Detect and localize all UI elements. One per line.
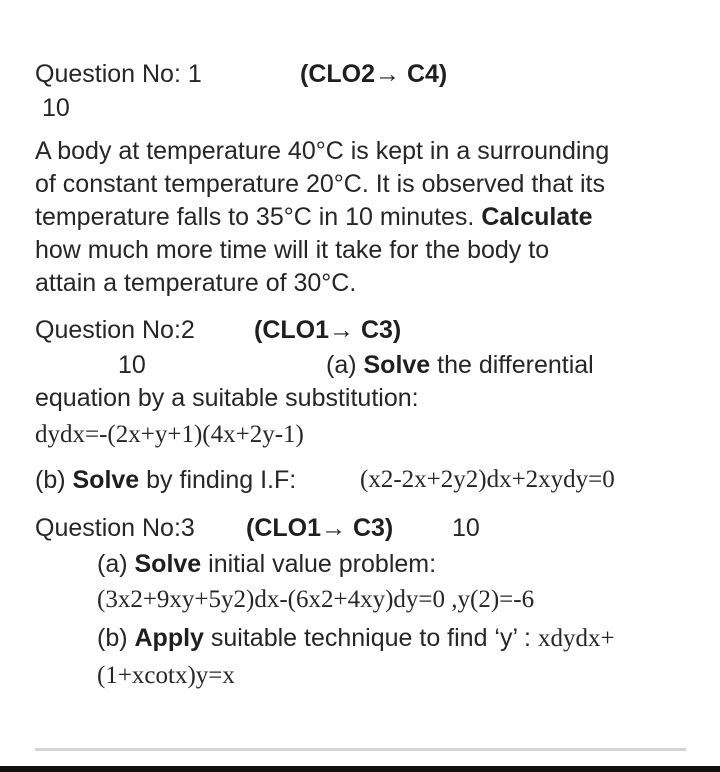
q2-part-a — [326, 349, 594, 381]
q2-part-b-prefix: (b) — [35, 466, 73, 494]
q2-part-a-rest: the differential — [430, 351, 594, 379]
q1-marks: 10 — [42, 94, 70, 122]
q1-body-line-2: of constant temperature 20°C. It is observed that its — [35, 170, 606, 198]
q3-part-a — [97, 548, 436, 580]
q2-marks: 10 — [118, 351, 146, 379]
q1-body-line-1: A body at temperature 40°C is kept in a surrounding — [35, 137, 610, 165]
q2-part-b — [35, 464, 296, 496]
q2-part-a-equation: dydx=-(2x+y+1)(4x+2y-1) — [35, 421, 304, 448]
q1-calculate-keyword: Calculate — [481, 203, 593, 231]
q1-clo: (CLO2→ C4) — [300, 60, 448, 88]
q3-marks: 10 — [452, 514, 480, 542]
q1-body-line-3 — [35, 201, 593, 233]
q3-part-a-prefix: (a) — [97, 550, 135, 578]
q2-part-a-line-2: equation by a suitable substitution: — [35, 384, 419, 412]
q3-part-a-rest: initial value problem: — [201, 550, 437, 578]
q3-part-b-rest: suitable technique to find ‘y’ : — [203, 624, 538, 652]
q3-part-b-equation-start: xdydx+ — [537, 625, 615, 652]
q3-clo: (CLO1→ C3) — [246, 514, 394, 542]
q1-body-line-5: attain a temperature of 30°C. — [35, 269, 357, 297]
q1-heading-label: Question No: 1 — [35, 60, 202, 88]
q1-body-line-4: how much more time will it take for the body to — [35, 236, 550, 264]
q3-part-b-prefix: (b) — [97, 624, 135, 652]
q1-body-line-3-text: temperature falls to 35°C in 10 minutes. — [35, 203, 482, 231]
q2-part-b-rest: by finding I.F: — [139, 466, 297, 494]
q3-heading: Question No:3 — [35, 514, 195, 542]
q1-heading — [35, 58, 202, 90]
q2-heading: Question No:2 — [35, 316, 195, 344]
q2-part-b-equation: (x2-2x+2y2)dx+2xydy=0 — [360, 466, 615, 493]
q2-clo: (CLO1→ C3) — [254, 316, 402, 344]
q3-part-b-apply-keyword: Apply — [134, 624, 204, 652]
q2-part-a-solve-keyword: Solve — [363, 351, 431, 379]
q3-part-a-equation: (3x2+9xy+5y2)dx-(6x2+4xy)dy=0 ,y(2)=-6 — [97, 586, 535, 613]
q3-part-a-solve-keyword: Solve — [134, 550, 202, 578]
q2-part-a-prefix: (a) — [326, 351, 364, 379]
divider — [35, 748, 686, 751]
bottom-bar — [0, 766, 720, 772]
q3-part-b-equation-end: (1+xcotx)y=x — [97, 662, 235, 689]
q3-part-b — [97, 622, 615, 655]
q2-part-b-solve-keyword: Solve — [72, 466, 140, 494]
